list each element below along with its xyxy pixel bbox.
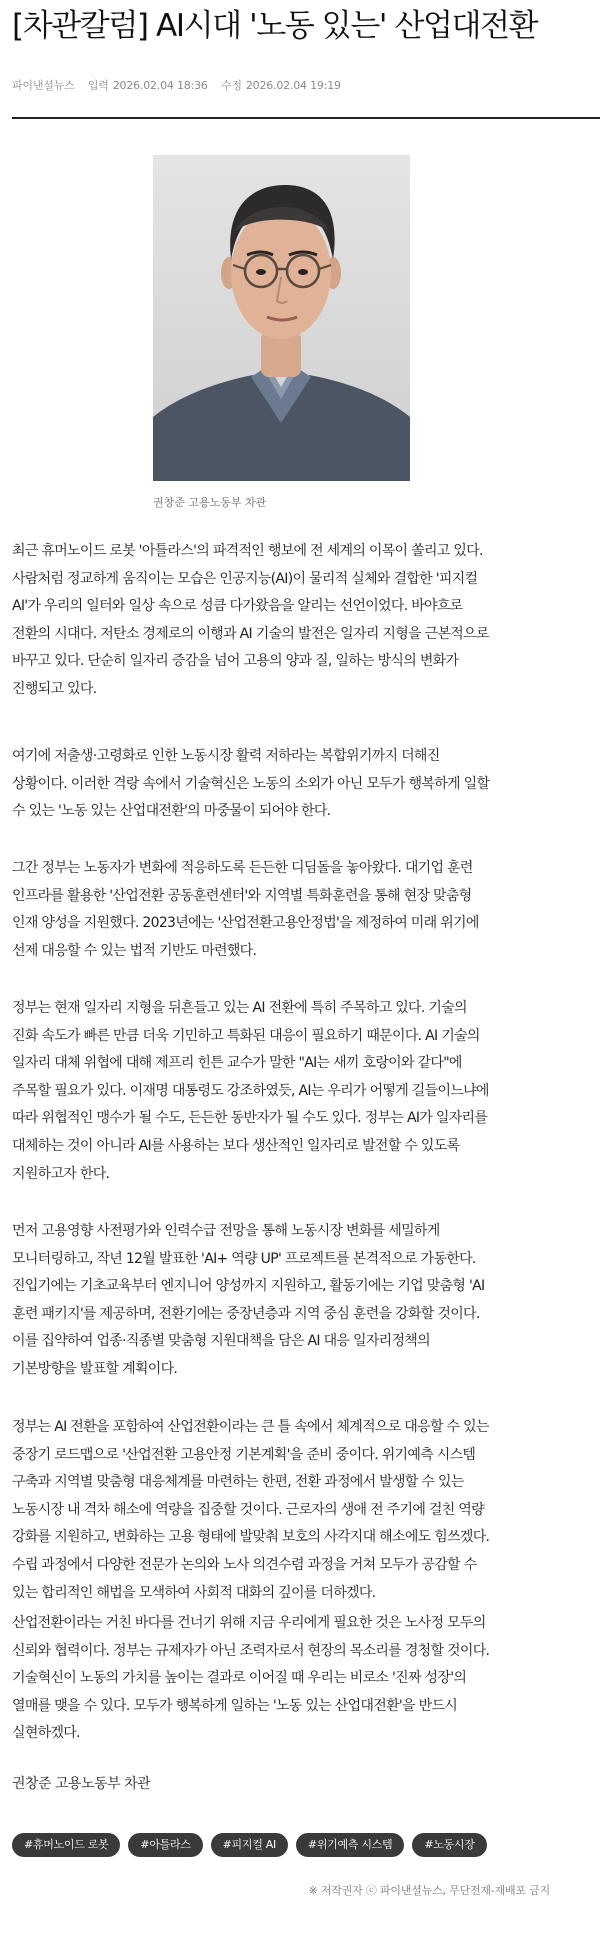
paragraph-line: 훈련 패키지'를 제공하며, 전환기에는 중장년층과 지역 중심 훈련을 강화할 것이다. [12, 1305, 480, 1322]
source-name: 파이낸셜뉴스 [12, 79, 75, 92]
paragraph-line: 대체하는 것이 아니라 AI를 사용하는 보다 생산적인 일자리로 발전할 수 있도록 [12, 1137, 460, 1154]
paragraph-line: 선제 대응할 수 있는 법적 기반도 마련했다. [12, 942, 257, 959]
paragraph-1 [12, 538, 588, 704]
copyright-notice: ※ 저작권자 ⓒ 파이낸셜뉴스, 무단전재-재배포 금지 [308, 1884, 550, 1897]
paragraph-line: 따라 위협적인 맹수가 될 수도, 든든한 동반자가 될 수도 있다. 정부는 AI가 일자리를 [12, 1110, 488, 1127]
paragraph-line: 일자리 대체 위협에 대해 제프리 힌튼 교수가 말한 "AI는 새끼 호랑이와 같다"에 [12, 1055, 462, 1072]
article-title: [차관칼럼] AI시대 '노동 있는' 산업대전환 [12, 8, 538, 44]
paragraph-line: 수 있는 '노동 있는 산업대전환'의 마중물이 되어야 한다. [12, 803, 331, 820]
paragraph-line: 모니터링하고, 작년 12월 발표한 'AI+ 역량 UP' 프로젝트를 본격적으로 가동한다. [12, 1250, 476, 1267]
paragraph-line: 수립 과정에서 다양한 전문가 논의와 노사 의견수렴 과정을 거쳐 모두가 공감할 수 [12, 1556, 477, 1573]
paragraph-7 [12, 1610, 588, 1748]
paragraph-line: 사람처럼 정교하게 움직이는 모습은 인공지능(AI)이 물리적 실체와 결합한 '피지컬 [12, 570, 478, 587]
modified-label: 수정 [221, 79, 242, 92]
paragraph-line: 먼저 고용영향 사전평가와 인력수급 전망을 통해 노동시장 변화를 세밀하게 [12, 1223, 440, 1239]
paragraph-2 [12, 743, 588, 826]
paragraph-line: 실현하겠다. [12, 1725, 80, 1742]
paragraph-5 [12, 1218, 588, 1384]
photo-caption: 권창준 고용노동부 차관 [153, 496, 267, 509]
paragraph-line: AI'가 우리의 일터와 일상 속으로 성큼 다가왔음을 알리는 선언이었다. 바야흐로 [12, 598, 463, 615]
paragraph-line: 여기에 저출생·고령화로 인한 노동시장 활력 저하라는 복합위기까지 더해진 [12, 748, 440, 764]
tag-chip[interactable]: #휴머노이드 로봇 [12, 1833, 120, 1857]
paragraph-line: 기본방향을 발표할 계획이다. [12, 1360, 178, 1377]
paragraph-line: 구축과 지역별 맞춤형 대응체계를 마련하는 한편, 전환 과정에서 발생할 수 있는 [12, 1474, 464, 1491]
article-meta [12, 77, 351, 93]
paragraph-6 [12, 1414, 588, 1607]
paragraph-4 [12, 995, 588, 1188]
paragraph-line: 주목할 필요가 있다. 이재명 대통령도 강조하였듯, AI는 우리가 어떻게 길들이느냐에 [12, 1082, 489, 1099]
paragraph-line: 신뢰와 협력이다. 정부는 규제자가 아닌 조력자로서 현장의 목소리를 경청할 것이다. [12, 1642, 490, 1659]
paragraph-line: 인재 양성을 지원했다. 2023년에는 '산업전환고용안정법'을 제정하여 미래 위기에 [12, 915, 479, 932]
paragraph-line: 전환의 시대다. 저탄소 경제로의 이행과 AI 기술의 발전은 일자리 지형을 근본적으로 [12, 625, 489, 642]
paragraph-line: 있는 합리적인 해법을 모색하여 사회적 대화의 깊이를 더하겠다. [12, 1584, 376, 1601]
paragraph-line: 중장기 로드맵으로 '산업전환 고용안정 기본계획'을 준비 중이다. 위기예측 시스템 [12, 1446, 476, 1463]
tag-chip[interactable]: #위기예측 시스템 [296, 1833, 404, 1857]
paragraph-line: 열매를 맺을 수 있다. 모두가 행복하게 일하는 '노동 있는 산업대전환'을 반드시 [12, 1697, 458, 1714]
input-label: 입력 [87, 79, 109, 92]
tag-chip[interactable]: #피지컬 AI [211, 1833, 288, 1857]
paragraph-line: 산업전환이라는 거친 바다를 건너기 위해 지금 우리에게 필요한 것은 노사정 모두의 [12, 1615, 486, 1631]
paragraph-line: 최근 휴머노이드 로봇 '아틀라스'의 파격적인 행보에 전 세계의 이목이 쏠리고 있다. [12, 543, 483, 559]
title-divider [12, 117, 600, 119]
paragraph-line: 그간 정부는 노동자가 변화에 적응하도록 든든한 디딤돌을 놓아왔다. 대기업 훈련 [12, 860, 473, 876]
tag-chip[interactable]: #노동시장 [412, 1833, 486, 1857]
paragraph-line: 진화 속도가 빠른 만큼 더욱 기민하고 특화된 대응이 필요하기 때문이다. AI 기술의 [12, 1027, 480, 1044]
paragraph-line: 정부는 현재 일자리 지형을 뒤흔들고 있는 AI 전환에 특히 주목하고 있다. 기술의 [12, 1000, 467, 1016]
input-time: 2026.02.04 18:36 [112, 79, 208, 92]
author-photo [153, 155, 410, 481]
paragraph-line: 강화를 지원하고, 변화하는 고용 형태에 발맞춰 보호의 사각지대 해소에도 힘쓰겠다. [12, 1529, 490, 1546]
paragraph-line: 진입기에는 기초교육부터 엔지니어 양성까지 지원하고, 활동기에는 기업 맞춤형 'AI [12, 1278, 485, 1295]
author-portrait-image [153, 155, 410, 481]
paragraph-line: 바꾸고 있다. 단순히 일자리 증감을 넘어 고용의 양과 질, 일하는 방식의 변화가 [12, 653, 459, 670]
tag-list [12, 1833, 487, 1857]
paragraph-line: 인프라를 활용한 '산업전환 공동훈련센터'와 지역별 특화훈련을 통해 현장 맞춤형 [12, 887, 472, 904]
paragraph-line: 기술혁신이 노동의 가치를 높이는 결과로 이어질 때 우리는 비로소 '진짜 성장'의 [12, 1670, 467, 1687]
author-byline: 권창준 고용노동부 차관 [12, 1776, 151, 1792]
paragraph-line: 상황이다. 이러한 격랑 속에서 기술혁신은 노동의 소외가 아닌 모두가 행복하게 일할 [12, 775, 490, 792]
paragraph-3 [12, 855, 588, 965]
paragraph-line: 진행되고 있다. [12, 680, 97, 697]
paragraph-line: 정부는 AI 전환을 포함하여 산업전환이라는 큰 틀 속에서 체계적으로 대응할 수 있는 [12, 1419, 489, 1435]
paragraph-line: 노동시장 내 격차 해소에 역량을 집중할 것이다. 근로자의 생애 전 주기에 걸친 역량 [12, 1501, 484, 1518]
paragraph-line: 이를 집약하여 업종·직종별 맞춤형 지원대책을 담은 AI 대응 일자리정책의 [12, 1333, 430, 1350]
modified-time: 2026.02.04 19:19 [245, 79, 341, 92]
tag-chip[interactable]: #아틀라스 [128, 1833, 202, 1857]
paragraph-line: 지원하고자 한다. [12, 1165, 110, 1182]
